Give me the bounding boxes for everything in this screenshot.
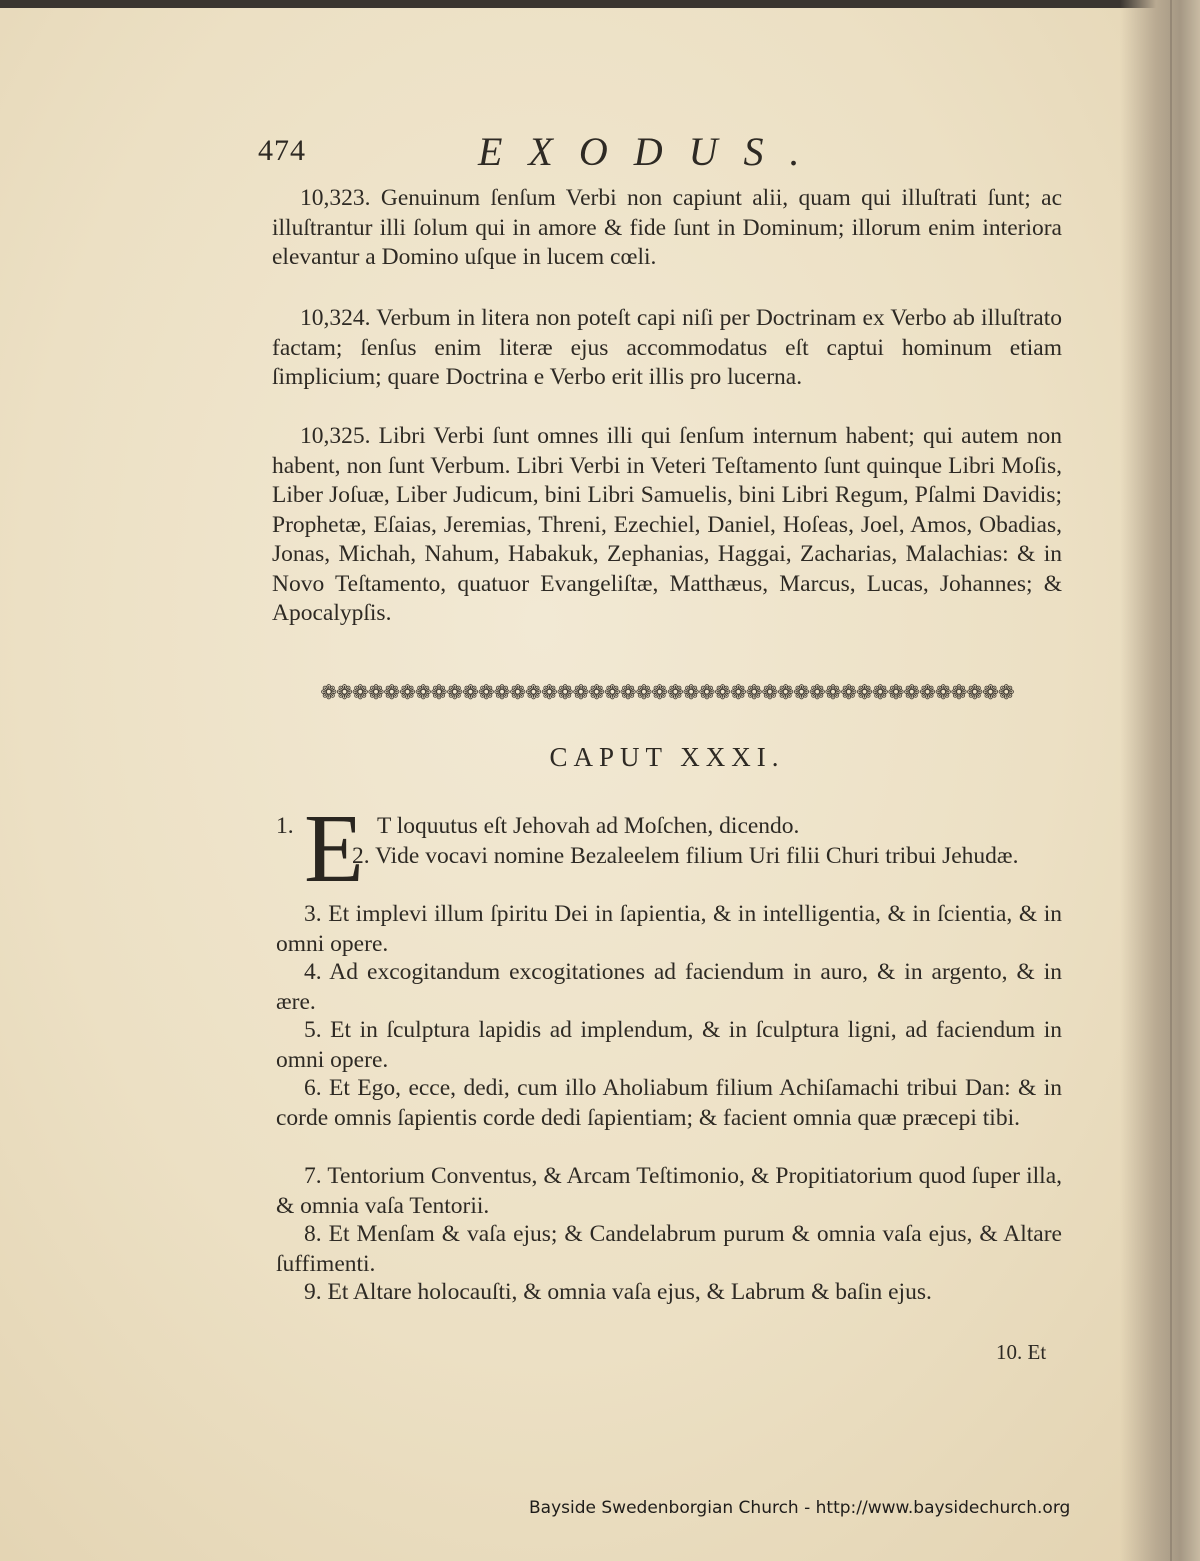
running-title: EXODUS. [478,129,826,174]
verse-text: 7. Tentorium Conventus, & Arcam Teſtimonio, & Propitiatorium quod ſuper illa, & omnia vaſa Tentorii. [276,1163,1062,1219]
verse-text: 9. Et Altare holocauſti, & omnia vaſa ejus, & Labrum & baſin ejus. [304,1279,932,1305]
paragraph-10323 [272,184,1062,273]
drop-capital: E [304,795,364,903]
verse-7 [276,1162,1062,1221]
verse-5 [276,1016,1062,1075]
paragraph-number: 10,324. [300,305,371,331]
page-top-edge [0,0,1200,8]
paragraph-10324 [272,304,1062,393]
footer-credit: Bayside Swedenborgian Church - http://www.baysidechurch.org [529,1498,1071,1518]
catchword: 10. Et [996,1340,1047,1364]
verse-1 [276,812,1062,842]
page-number: 474 [258,134,306,167]
verse-text: 4. Ad excogitandum excogitationes ad faciendum in auro, & in argento, & in ære. [276,959,1062,1015]
verse-8 [276,1220,1062,1279]
verse-9 [276,1278,1062,1308]
verse-text: 2. Vide vocavi nomine Bezaleelem filium Uri filii Churi tribui Jehudæ. [352,843,1019,869]
verse-3 [276,900,1062,959]
paragraph-10325 [272,422,1062,629]
paragraph-number: 10,323. [300,185,371,211]
verse-text: 3. Et implevi illum ſpiritu Dei in ſapientia, & in intelligentia, & in ſcientia, & in omni opere. [276,901,1062,957]
paragraph-text: Verbum in litera non poteſt capi niſi per Doctrinam ex Verbo ab illuſtrato factam; ſenſus enim literæ ejus accommodatus eſt captui hominum etiam ſimplicium; quare Doctrina e Verbo erit illis pro lucerna. [272,305,1062,390]
paragraph-text: Genuinum ſenſum Verbi non capiunt alii, quam qui illuſtrati ſunt; ac illuſtrantur illi ſolum qui in amore & fide ſunt in Dominum; illorum enim interiora elevantur a Domino uſque in lucem cœli. [272,185,1063,270]
verse-number: 1. [276,813,294,839]
book-spine-shadow [1120,0,1200,1561]
ornamental-rule: ❁❁❁❁❁❁❁❁❁❁❁❁❁❁❁❁❁❁❁❁❁❁❁❁❁❁❁❁❁❁❁❁❁❁❁❁❁❁❁❁❁❁❁❁ [320,682,1014,704]
verse-4 [276,958,1062,1017]
verse-text: 5. Et in ſculptura lapidis ad implendum, & in ſculptura ligni, ad faciendum in omni opere. [276,1017,1062,1073]
page-header [258,128,1078,178]
paragraph-text: Libri Verbi ſunt omnes illi qui ſenſum internum habent; qui autem non habent, non ſunt Verbum. Libri Verbi in Veteri Teſtamento ſunt quinque Libri Moſis, Liber Joſuæ, Liber Judicum, bini Libri Samuelis, bini Libri Regum, Pſalmi Davidis; Prophetæ, Eſaias, Jeremias, Threni, Ezechiel, Daniel, Hoſeas, Joel, Amos, Obadias, Jonas, Michah, Nahum, Habakuk, Zephanias, Haggai, Zacharias, Malachias: & in Novo Teſtamento, quatuor Evangeliſtæ, Matthæus, Marcus, Lucas, Johannes; & Apocalypſis. [272,423,1062,626]
chapter-title: CAPUT XXXI. [549,742,785,772]
spine-crease [1170,0,1172,1561]
verse-6 [276,1074,1062,1133]
verse-text: 6. Et Ego, ecce, dedi, cum illo Aholiabum filium Achiſamachi tribui Dan: & in corde omnis ſapientis corde dedi ſapientiam; & facient omnia quæ præcepi tibi. [276,1075,1062,1131]
verse-2 [276,842,1062,872]
verse-text: 8. Et Menſam & vaſa ejus; & Candelabrum purum & omnia vaſa ejus, & Altare ſuffimenti. [276,1221,1062,1277]
verse-text: T loquutus eſt Jehovah ad Moſchen, dicendo. [376,813,800,839]
paragraph-number: 10,325. [300,423,371,449]
